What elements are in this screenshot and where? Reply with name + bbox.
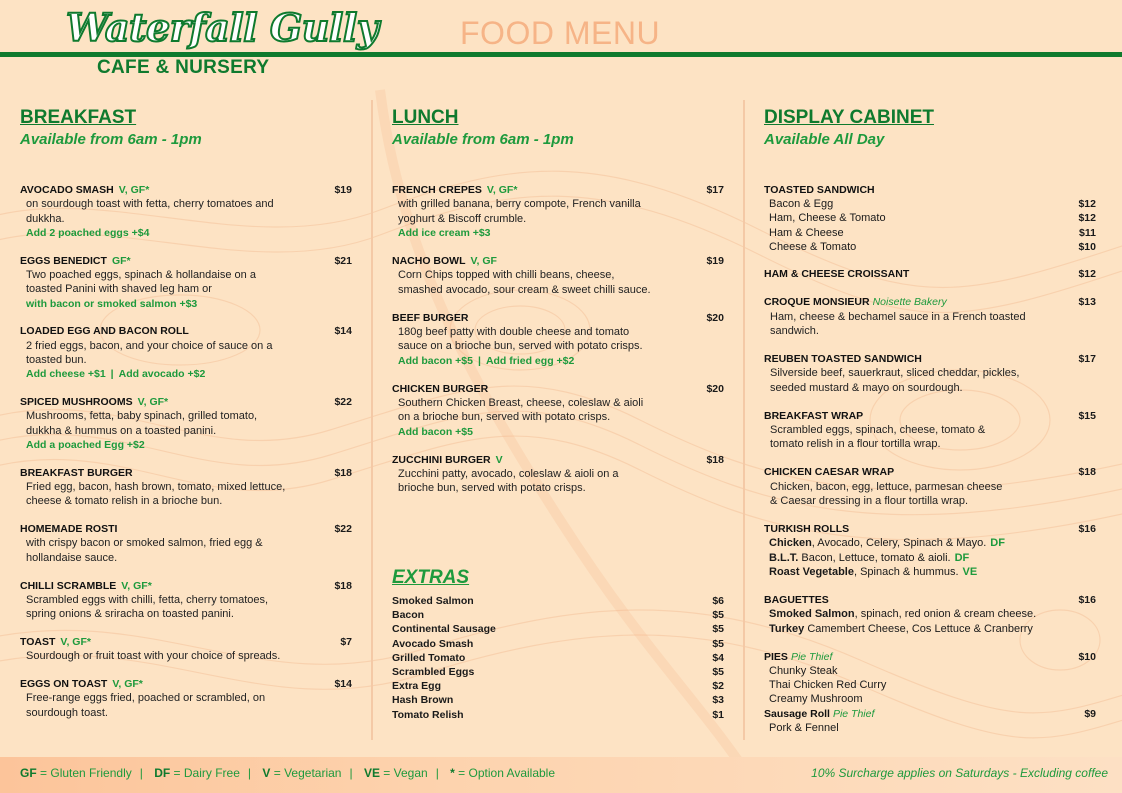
- item-addon: [20, 297, 352, 311]
- item-header: [392, 311, 724, 325]
- lunch-menu-item: [392, 183, 724, 240]
- item-description: yoghurt & Biscoff crumble.: [398, 212, 527, 225]
- legend-label: Gluten Friendly: [50, 766, 132, 780]
- extras-price: $5: [712, 665, 724, 678]
- variant-row: [764, 565, 1096, 579]
- item-price: $14: [334, 325, 352, 338]
- option-name: Bacon & Egg: [769, 198, 834, 211]
- option-name: Ham & Cheese: [769, 226, 844, 239]
- lunch-section: [392, 106, 724, 509]
- item-name: REUBEN TOASTED SANDWICH: [764, 353, 922, 366]
- breakfast-menu-item: [20, 183, 352, 240]
- item-description: on a brioche bun, served with potato crisps.: [398, 411, 611, 424]
- diet-tag: V, GF*: [486, 184, 518, 196]
- diet-tag: V, GF: [470, 254, 497, 267]
- option-price: $12: [1078, 212, 1096, 225]
- item-description: tomato relish in a flour tortilla wrap.: [770, 438, 941, 451]
- logo-subtitle: CAFE & NURSERY: [97, 57, 270, 78]
- item-description: sauce on a brioche bun, served with potato crisps.: [398, 340, 643, 353]
- item-header: [20, 324, 352, 338]
- variant-row: [764, 622, 1096, 636]
- extras-title: EXTRAS: [392, 567, 470, 588]
- item-name: CROQUE MONSIEUR: [764, 296, 870, 309]
- item-description: & Caesar dressing in a flour tortilla wrap.: [770, 494, 969, 507]
- supplier-tag: Pie Thief: [832, 707, 875, 720]
- item-description: Fried egg, bacon, hash brown, tomato, mixed lettuce,: [26, 481, 286, 494]
- item-price: $17: [1078, 353, 1096, 366]
- item-description: 180g beef patty with double cheese and tomato: [398, 325, 630, 338]
- extras-row: [392, 594, 724, 608]
- item-name: PIES: [764, 650, 788, 663]
- item-name: Sausage Roll: [764, 707, 830, 720]
- item-name: HAM & CHEESE CROISSANT: [764, 268, 910, 281]
- addon-text: Add ice cream +$3: [398, 226, 491, 239]
- extras-row: [392, 622, 724, 636]
- item-addon: [392, 354, 724, 368]
- legend-label: Dairy Free: [183, 766, 240, 780]
- legend-code: DF: [154, 766, 171, 780]
- item-description: Sourdough or fruit toast with your choice of spreads.: [26, 650, 281, 663]
- option-name: Ham, Cheese & Tomato: [769, 212, 886, 225]
- item-name: EGGS ON TOAST: [20, 678, 108, 691]
- section-availability: Available All Day: [764, 131, 885, 148]
- variant-row: [764, 536, 1096, 550]
- option-row: [764, 211, 1096, 225]
- item-description: on sourdough toast with fetta, cherry tomatoes and: [26, 198, 274, 211]
- menu-item-croque-monsieur: [764, 295, 1096, 338]
- item-description: Southern Chicken Breast, cheese, coleslaw & aioli: [398, 396, 644, 409]
- option-row: [764, 692, 1096, 706]
- item-name: FRENCH CREPES: [392, 184, 482, 196]
- item-description: toasted bun.: [26, 353, 87, 366]
- item-addon: [392, 226, 724, 240]
- option-row: [764, 226, 1096, 240]
- addon-separator: |: [110, 368, 114, 381]
- option-price: $12: [1078, 198, 1096, 211]
- extras-price: $6: [712, 595, 724, 607]
- menu-item-breakfast-wrap: [764, 409, 1096, 452]
- breakfast-items: [20, 183, 352, 720]
- diet-tag: V, GF*: [137, 396, 169, 409]
- item-description: toasted Panini with shaved leg ham or: [26, 283, 212, 296]
- item-price: $16: [1078, 594, 1096, 607]
- item-price: $18: [1078, 466, 1096, 479]
- extras-price: $5: [712, 637, 724, 650]
- diet-tag: V, GF*: [121, 579, 152, 592]
- item-header: [392, 453, 724, 467]
- variant-description: , spinach, red onion & cream cheese.: [854, 608, 1037, 621]
- breakfast-section: [20, 106, 352, 733]
- legend-code: GF: [20, 766, 37, 780]
- extras-row: [392, 665, 724, 679]
- item-header: [20, 522, 352, 536]
- breakfast-menu-item: [20, 466, 352, 509]
- extras-name: Grilled Tomato: [392, 651, 466, 664]
- extras-price: $3: [712, 694, 724, 707]
- extras-name: Scrambled Eggs: [392, 665, 475, 678]
- variant-description: Camembert Cheese, Cos Lettuce & Cranberry: [804, 622, 1033, 635]
- item-price: $10: [1078, 650, 1096, 663]
- menu-item-reuben: [764, 352, 1096, 395]
- extras-row: [392, 708, 724, 722]
- item-description: with grilled banana, berry compote, French vanilla: [398, 198, 641, 211]
- breakfast-menu-item: [20, 579, 352, 622]
- item-description: Chicken, bacon, egg, lettuce, parmesan cheese: [770, 480, 1003, 493]
- item-price: $7: [340, 635, 352, 648]
- item-name: TOASTED SANDWICH: [764, 184, 875, 196]
- item-price: $18: [706, 453, 724, 466]
- menu-item-sausage-roll: [764, 707, 1096, 735]
- section-title: BREAKFAST: [20, 107, 137, 128]
- item-description: sandwich.: [770, 324, 819, 337]
- item-price: $19: [334, 184, 352, 196]
- item-addon: [392, 425, 724, 439]
- item-description: brioche bun, served with potato crisps.: [398, 482, 586, 495]
- addon-text: Add bacon +$5: [398, 354, 473, 367]
- section-availability: Available from 6am - 1pm: [20, 131, 202, 148]
- item-description: Free-range eggs fried, poached or scrambled, on: [26, 692, 266, 705]
- legend-label: Vegetarian: [284, 766, 342, 780]
- diet-tag: GF*: [111, 254, 131, 267]
- item-description: seeded mustard & mayo on sourdough.: [770, 381, 963, 394]
- item-description: Ham, cheese & bechamel sauce in a French toasted: [770, 310, 1026, 323]
- dietary-legend: GF = Gluten Friendly | DF = Dairy Free | V = Vegetarian | VE = Vegan | * = Option Available: [20, 766, 556, 780]
- menu-item-pies: [764, 650, 1096, 707]
- item-price: $12: [1078, 268, 1096, 281]
- section-availability: Available from 6am - 1pm: [392, 131, 574, 148]
- option-row: [764, 721, 1096, 735]
- menu-item-toasted-sandwich: [764, 183, 1096, 254]
- item-header: [392, 254, 724, 268]
- variant-description: , Avocado, Celery, Spinach & Mayo.: [811, 537, 987, 550]
- item-price: $13: [1078, 296, 1096, 309]
- item-price: $20: [706, 311, 724, 324]
- item-name: SPICED MUSHROOMS: [20, 396, 133, 409]
- section-title: LUNCH: [392, 107, 459, 128]
- lunch-menu-item: [392, 382, 724, 439]
- item-name: NACHO BOWL: [392, 254, 466, 267]
- addon-text: Add cheese +$1: [26, 368, 106, 381]
- option-row: [764, 240, 1096, 254]
- item-description: spring onions & sriracha on toasted panini.: [26, 608, 234, 621]
- item-description: smashed avocado, sour cream & sweet chilli sauce.: [398, 283, 651, 296]
- diet-tag: DF: [990, 537, 1005, 550]
- item-name: BREAKFAST WRAP: [764, 409, 864, 422]
- display-cabinet-section: [764, 106, 1096, 735]
- variant-row: [764, 607, 1096, 621]
- diet-tag: V, GF*: [60, 635, 91, 648]
- item-description: Silverside beef, sauerkraut, sliced cheddar, pickles,: [770, 367, 1020, 380]
- item-description: Zucchini patty, avocado, coleslaw & aioli on a: [398, 467, 619, 480]
- logo-wordmark: Waterfall Gully: [66, 5, 379, 50]
- menu-item-baguettes: [764, 593, 1096, 636]
- addon-text: Add avocado +$2: [118, 368, 206, 381]
- option-name: Thai Chicken Red Curry: [769, 679, 887, 692]
- extras-price: $5: [712, 609, 724, 622]
- column-divider: [743, 100, 745, 740]
- addon-text: Add bacon +$5: [398, 425, 473, 438]
- item-price: $20: [706, 382, 724, 395]
- item-description: 2 fried eggs, bacon, and your choice of sauce on a: [26, 339, 273, 352]
- surcharge-notice: 10% Surcharge applies on Saturdays - Excluding coffee: [811, 766, 1108, 780]
- item-name: BREAKFAST BURGER: [20, 466, 133, 479]
- extras-price: $2: [712, 680, 724, 693]
- item-description: with crispy bacon or smoked salmon, fried egg &: [26, 537, 263, 550]
- item-name: BEEF BURGER: [392, 311, 469, 324]
- extras-name: Smoked Salmon: [392, 595, 474, 607]
- extras-row: [392, 651, 724, 665]
- legend-label: Option Available: [468, 766, 556, 780]
- item-price: $17: [706, 184, 724, 196]
- item-description: Scrambled eggs with chilli, fetta, cherry tomatoes,: [26, 593, 269, 606]
- item-header: [20, 579, 352, 593]
- item-header: [392, 183, 724, 197]
- legend-code: V: [262, 766, 271, 780]
- item-description: sourdough toast.: [26, 706, 108, 719]
- option-price: $10: [1078, 240, 1096, 253]
- variant-name: Smoked Salmon: [769, 608, 855, 621]
- supplier-tag: Noisette Bakery: [872, 296, 947, 309]
- item-price: $14: [334, 678, 352, 691]
- item-description: dukkha & hummus on a toasted panini.: [26, 424, 217, 437]
- menu-item-chicken-caesar-wrap: [764, 465, 1096, 508]
- option-name: Chunky Steak: [769, 664, 838, 677]
- item-price: $18: [334, 579, 352, 592]
- addon-text: Add fried egg +$2: [485, 354, 575, 367]
- addon-separator: |: [477, 354, 481, 367]
- item-name: TOAST: [20, 635, 56, 648]
- variant-row: [764, 551, 1096, 565]
- extras-row: [392, 693, 724, 707]
- item-header: [20, 677, 352, 691]
- diet-tag: V: [495, 453, 503, 466]
- item-name: TURKISH ROLLS: [764, 523, 850, 536]
- lunch-menu-item: [392, 453, 724, 496]
- variant-name: Roast Vegetable: [769, 565, 854, 578]
- item-name: ZUCCHINI BURGER: [392, 453, 491, 466]
- breakfast-menu-item: [20, 254, 352, 311]
- extras-row: [392, 679, 724, 693]
- item-addon: [20, 438, 352, 452]
- extras-row: [392, 637, 724, 651]
- item-name: CHILLI SCRAMBLE: [20, 579, 117, 592]
- extras-name: Continental Sausage: [392, 623, 496, 636]
- item-name: LOADED EGG AND BACON ROLL: [20, 325, 189, 338]
- item-header: [392, 382, 724, 396]
- menu-title: FOOD MENU: [460, 15, 661, 51]
- breakfast-menu-item: [20, 522, 352, 565]
- extras-price: $1: [712, 708, 724, 721]
- header: [0, 0, 1122, 82]
- column-divider: [371, 100, 373, 740]
- variant-description: , Spinach & hummus.: [853, 565, 959, 578]
- lunch-menu-item: [392, 254, 724, 297]
- footer: [0, 757, 1122, 793]
- variant-name: Turkey: [769, 622, 805, 635]
- breakfast-menu-item: [20, 635, 352, 664]
- item-name: CHICKEN CAESAR WRAP: [764, 466, 895, 479]
- item-header: [20, 395, 352, 409]
- diet-tag: VE: [962, 565, 978, 578]
- option-price: $11: [1079, 226, 1096, 239]
- extras-name: Hash Brown: [392, 694, 454, 707]
- item-description: Scrambled eggs, spinach, cheese, tomato &: [770, 424, 986, 437]
- extras-row: [392, 608, 724, 622]
- option-name: Pork & Fennel: [769, 721, 839, 734]
- item-price: $22: [334, 523, 352, 536]
- item-description: Corn Chips topped with chilli beans, cheese,: [398, 269, 615, 282]
- item-name: BAGUETTES: [764, 594, 829, 607]
- item-description: hollandaise sauce.: [26, 551, 118, 564]
- addon-text: with bacon or smoked salmon +$3: [26, 297, 198, 310]
- option-row: [764, 678, 1096, 692]
- item-name: AVOCADO SMASH: [20, 184, 114, 196]
- item-header: [20, 466, 352, 480]
- breakfast-menu-item: [20, 395, 352, 452]
- item-name: HOMEMADE ROSTI: [20, 523, 118, 536]
- extras-name: Avocado Smash: [392, 637, 474, 650]
- section-title: DISPLAY CABINET: [764, 107, 934, 128]
- legend-code: *: [450, 766, 455, 780]
- item-header: [20, 254, 352, 268]
- item-description: dukkha.: [26, 212, 65, 225]
- item-addon: [20, 226, 352, 240]
- option-row: [764, 664, 1096, 678]
- item-name: CHICKEN BURGER: [392, 382, 489, 395]
- item-header: [20, 635, 352, 649]
- item-description: Two poached eggs, spinach & hollandaise on a: [26, 268, 256, 281]
- extras-section: [392, 566, 724, 722]
- extras-price: $4: [712, 651, 724, 664]
- diet-tag: DF: [954, 551, 970, 564]
- breakfast-menu-item: [20, 677, 352, 720]
- item-description: Mushrooms, fetta, baby spinach, grilled tomato,: [26, 410, 258, 423]
- addon-text: Add 2 poached eggs +$4: [26, 226, 150, 239]
- item-price: $19: [706, 254, 724, 267]
- extras-price: $5: [712, 623, 724, 636]
- extras-items: [392, 594, 724, 722]
- item-price: $21: [334, 254, 352, 267]
- item-price: $18: [334, 466, 352, 479]
- addon-text: Add a poached Egg +$2: [26, 438, 145, 451]
- diet-tag: V, GF*: [118, 184, 150, 196]
- option-row: [764, 197, 1096, 211]
- legend-label: Vegan: [393, 766, 428, 780]
- option-name: Cheese & Tomato: [769, 240, 857, 253]
- menu-item-croissant: [764, 267, 1096, 281]
- variant-name: B.L.T.: [769, 551, 799, 564]
- variant-description: Bacon, Lettuce, tomato & aioli.: [798, 551, 951, 564]
- item-addon: [20, 367, 352, 381]
- breakfast-menu-item: [20, 324, 352, 381]
- lunch-menu-item: [392, 311, 724, 368]
- extras-name: Tomato Relish: [392, 708, 464, 721]
- item-price: $15: [1078, 409, 1096, 422]
- lunch-items: [392, 183, 724, 496]
- variant-name: Chicken: [769, 537, 812, 550]
- item-price: $22: [334, 396, 352, 409]
- supplier-tag: Pie Thief: [790, 650, 833, 663]
- item-description: cheese & tomato relish in a brioche bun.: [26, 495, 223, 508]
- diet-tag: V, GF*: [112, 678, 143, 691]
- item-price: $16: [1078, 523, 1096, 536]
- menu-item-turkish-rolls: [764, 522, 1096, 579]
- extras-name: Extra Egg: [392, 680, 442, 693]
- extras-name: Bacon: [392, 609, 425, 622]
- item-header: [20, 183, 352, 197]
- legend-code: VE: [363, 766, 380, 780]
- option-name: Creamy Mushroom: [769, 693, 863, 706]
- item-price: $9: [1084, 707, 1096, 720]
- item-name: EGGS BENEDICT: [20, 254, 107, 267]
